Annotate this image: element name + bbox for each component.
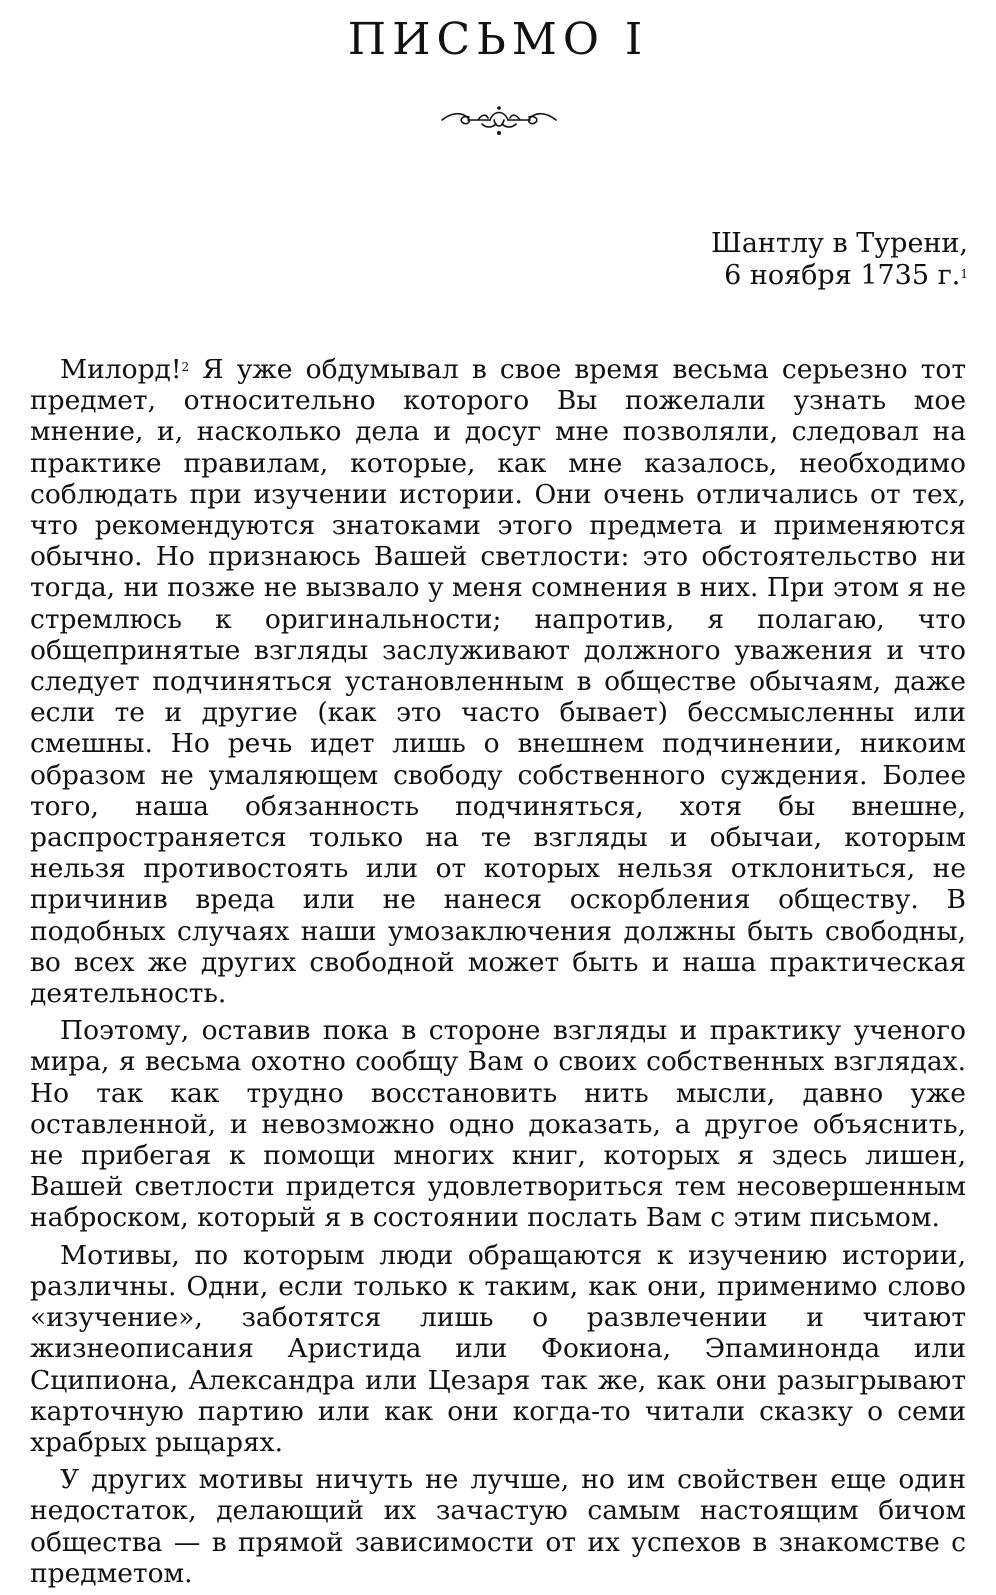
dateline: [711, 228, 968, 292]
paragraph: Мотивы, по которым люди обращаются к изучению истории, различны. Одни, если только к таким, как они, применимо слово «изучение», заботятся лишь о развлечении и читают жизнеописания Аристида или Фокиона, Эпаминонда или Сципиона, Александра или Цезаря так же, как они разыгрывают карточную партию или как они когда-то читали сказку о семи храбрых рыцарях.: [30, 1239, 966, 1458]
dateline-place: Шантлу в Турени,: [711, 228, 968, 259]
footnote-marker: 2: [181, 360, 190, 374]
decorative-flourish-icon: [438, 100, 560, 140]
paragraph: [30, 354, 966, 1009]
letter-body: [30, 354, 966, 1595]
chapter-title: ПИСЬМО I: [347, 14, 649, 65]
paragraph-text: Я уже обдумывал в свое время весьма серьезно тот предмет, относительно которого Вы пожелали узнать мое мнение, и, насколько дела и досуг мне позволяли, следовал на практике правилам, которые, как мне казалось, необходимо соблюдать при изучении истории. Они очень отличались от тех, что рекомендуются знатоками этого предмета и применяются обычно. Но признаюсь Вашей светлости: это обстоятельство ни тогда, ни позже не вызвало у меня сомнения в них. При этом я не стремлюсь к оригинальности; напротив, я полагаю, что общепринятые взгляды заслуживают должного уважения и что следует подчиняться установленным в обществе обычаям, даже если те и другие (как это часто бывает) бессмысленны или смешны. Но речь идет лишь о внешнем подчинении, никоим образом не умаляющем свободу собственного суждения. Более того, наша обязанность подчиняться, хотя бы внешне, распространяется только на те взгляды и обычаи, которым нельзя противостоять или от которых нельзя отклониться, не причинив вреда или не нанеся оскорбления обществу. В подобных случаях наши умозаключения должны быть свободны, во всех же других свободной может быть и наша практическая деятельность.: [30, 354, 966, 1010]
footnote-marker: 1: [960, 267, 968, 281]
paragraph: Поэтому, оставив пока в стороне взгляды и практику ученого мира, я весьма охотно сообщу Вам о своих собственных взглядах. Но так как трудно восстановить нить мысли, давно уже оставленной, и невозможно одно доказать, а другое объяснить, не прибегая к помощи многих книг, которых я здесь лишен, Вашей светлости придется удовлетвориться тем несовершенным наброском, который я в состоянии послать Вам с этим письмом.: [30, 1015, 966, 1234]
paragraph: У других мотивы ничуть не лучше, но им свойствен еще один недостаток, делающий их зачастую самым настоящим бичом общества — в прямой зависимости от их успехов в знакомстве с предметом.: [30, 1464, 966, 1589]
salutation: Милорд!: [60, 354, 182, 385]
dateline-date-row: [711, 260, 968, 292]
dateline-date: 6 ноября 1735 г.: [724, 260, 961, 291]
